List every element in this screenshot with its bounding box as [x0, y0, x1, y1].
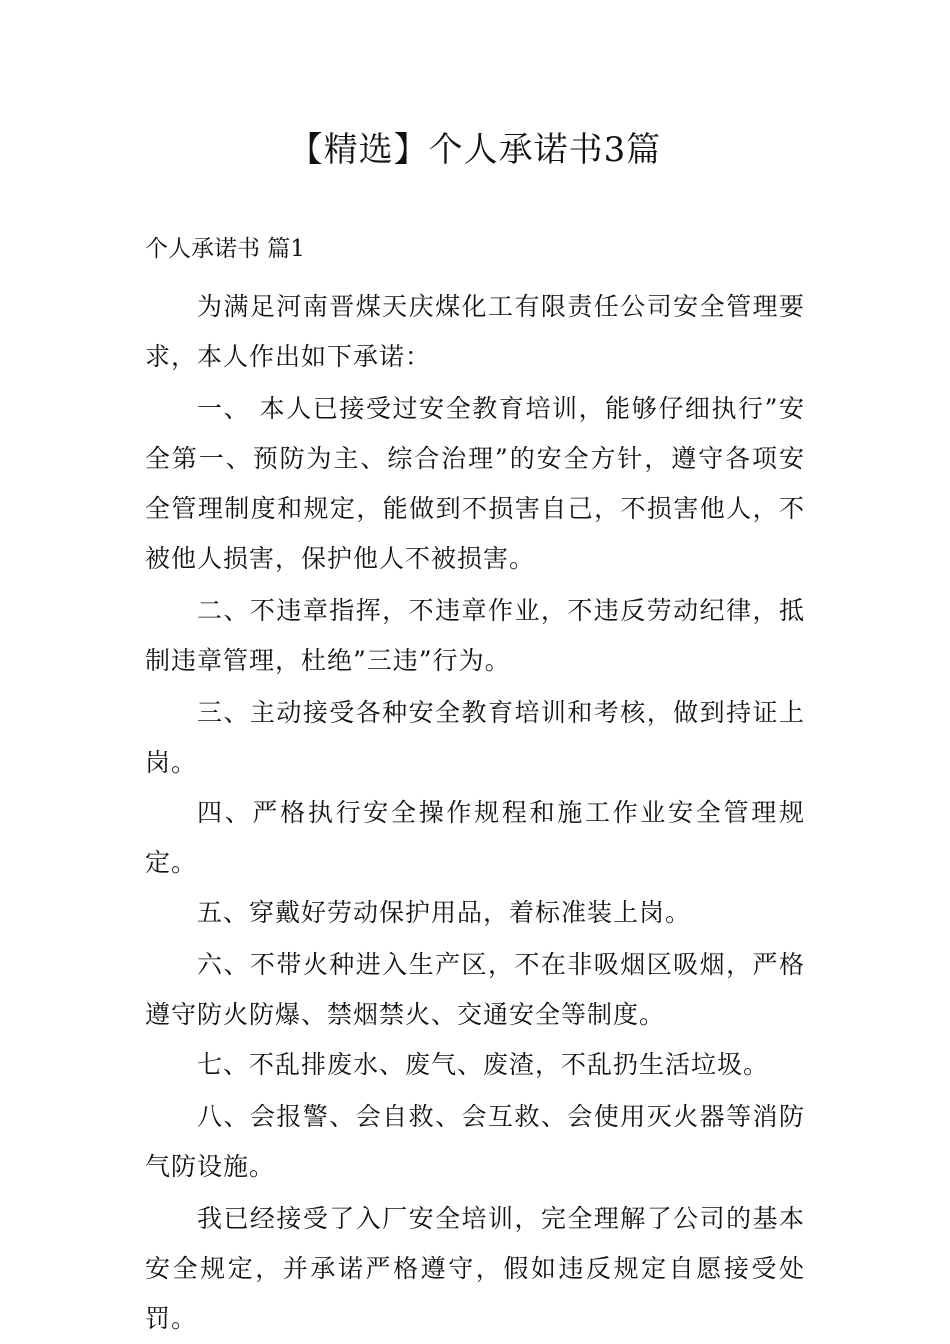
document-title: 【精选】个人承诺书3篇	[288, 130, 662, 170]
paragraph-item-7: 七、不乱排废水、废气、废渣，不乱扔生活垃圾。	[197, 1050, 770, 1079]
paragraph-item-2: 二、不违章指挥，不违章作业，不违反劳动纪律，抵制违章管理，杜绝”三违”行为。	[145, 596, 805, 675]
paragraph-item-4: 四、严格执行安全操作规程和施工作业安全管理规定。	[145, 798, 805, 877]
paragraph-intro: 为满足河南晋煤天庆煤化工有限责任公司安全管理要求，本人作出如下承诺：	[145, 292, 805, 371]
paragraph-item-6: 六、不带火种进入生产区，不在非吸烟区吸烟，严格遵守防火防爆、禁烟禁火、交通安全等制度。	[145, 950, 805, 1029]
paragraph-item-1: 一、 本人已接受过安全教育培训，能够仔细执行”安全第一、预防为主、综合治理”的安全方针，遵守各项安全管理制度和规定，能做到不损害自己，不损害他人，不被他人损害，保护他人不被损害。	[145, 394, 805, 573]
paragraph-closing: 我已经接受了入厂安全培训，完全理解了公司的基本安全规定，并承诺严格遵守，假如违反规定自愿接受处罚。	[145, 1204, 805, 1333]
document-body	[145, 282, 805, 1344]
paragraph-item-3: 三、主动接受各种安全教育培训和考核，做到持证上岗。	[145, 698, 805, 777]
paragraph-item-5: 五、穿戴好劳动保护用品，着标准装上岗。	[197, 898, 692, 927]
paragraph-item-8: 八、会报警、会自救、会互救、会使用灭火器等消防气防设施。	[145, 1102, 805, 1181]
section-heading: 个人承诺书 篇1	[145, 236, 305, 262]
